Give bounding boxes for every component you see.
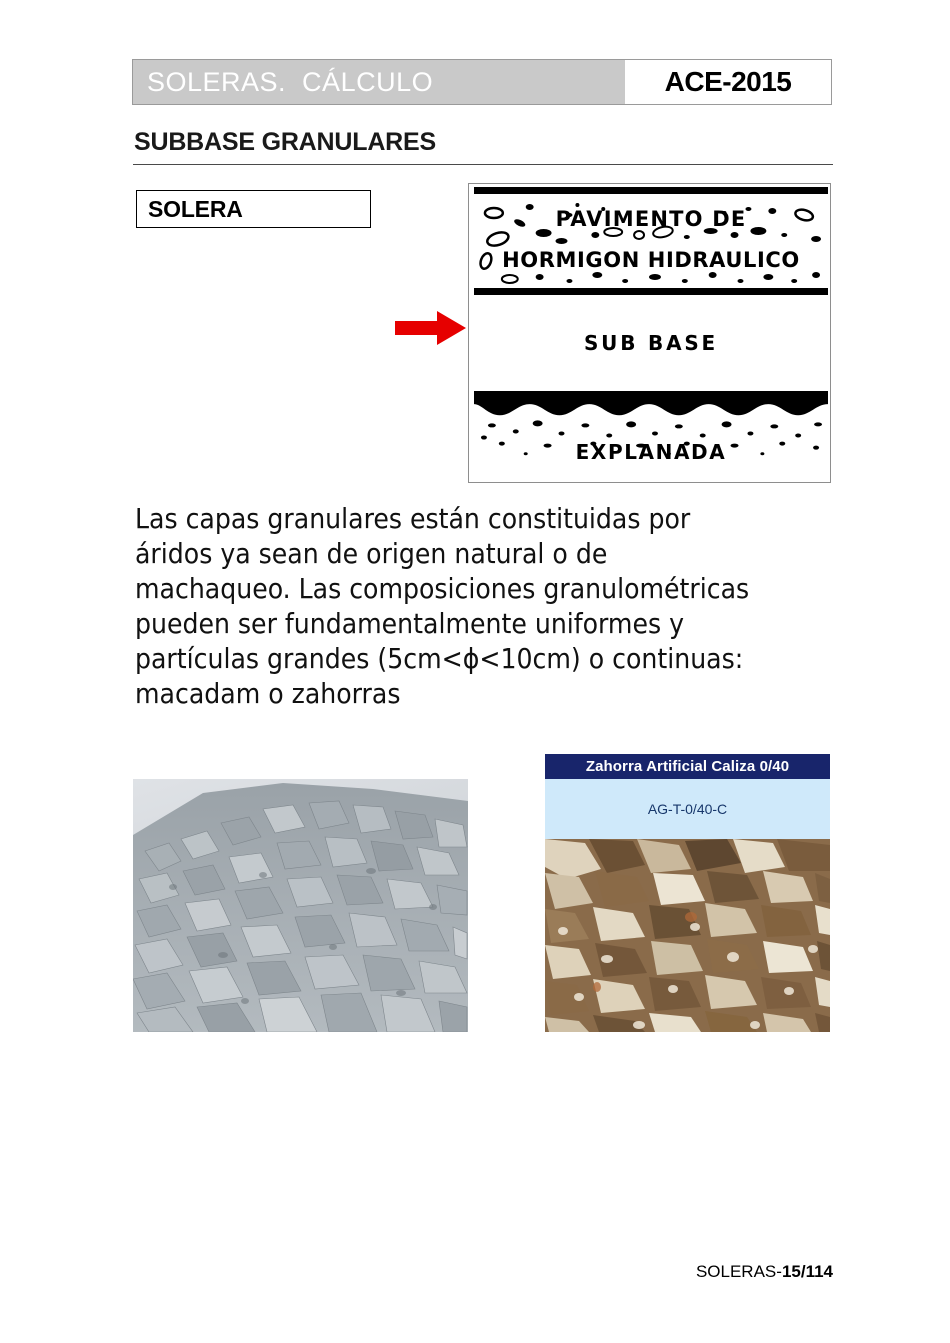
header-title-cell	[133, 60, 625, 104]
header-code-cell	[625, 60, 831, 104]
footer-prefix: SOLERAS-	[695, 1262, 782, 1281]
body-line-2: áridos ya sean de origen natural o de	[135, 537, 608, 570]
solera-label-box	[136, 190, 371, 228]
document-header-bar	[132, 59, 832, 105]
section-divider	[133, 164, 833, 165]
section-heading: SUBBASE GRANULARES	[134, 128, 436, 156]
layer-sub-base	[474, 295, 828, 391]
diagram-inner	[474, 187, 828, 480]
crushed-gray-aggregate-photo	[133, 779, 468, 1032]
pavimento-label-line1: PAVIMENTO DE	[555, 207, 747, 231]
body-line-4: pueden ser fundamentalmente uniformes y	[135, 607, 684, 640]
header-code: ACE-2015	[664, 66, 792, 97]
header-title: SOLERAS. CÁLCULO	[147, 66, 434, 97]
solera-label-text: SOLERA	[148, 195, 243, 222]
limestone-illustration	[545, 839, 830, 1032]
explanada-label: EXPLANADA	[575, 440, 727, 464]
footer-page-number: 15/114	[781, 1262, 833, 1281]
body-line-6: macadam o zahorras	[135, 677, 401, 710]
zahorra-panel-code: AG-T-0/40-C	[545, 779, 830, 839]
pavimento-label-line2: HORMIGON HIDRAULICO	[502, 248, 800, 272]
sub-base-label: SUB BASE	[583, 331, 719, 355]
body-line-3: machaqueo. Las composiciones granulométricas	[135, 572, 750, 605]
layer-pavimento-hormigon	[474, 187, 828, 295]
body-paragraph	[135, 501, 835, 711]
body-line-1: Las capas granulares están constituidas por	[135, 502, 691, 535]
zahorra-panel-title: Zahorra Artificial Caliza 0/40	[545, 754, 830, 779]
pavimento-label	[474, 199, 828, 281]
gravel-pile-illustration	[133, 779, 468, 1032]
limestone-aggregate-photo	[545, 839, 830, 1032]
explanada-ground-texture	[474, 391, 828, 480]
zahorra-artificial-caliza-panel	[545, 754, 830, 1032]
layer-explanada	[474, 391, 828, 480]
body-line-5: partículas grandes (5cm<ϕ<10cm) o continuas:	[135, 642, 744, 675]
pavement-cross-section-diagram	[468, 183, 831, 483]
page-footer	[0, 1262, 833, 1282]
red-arrow-icon	[395, 310, 467, 346]
